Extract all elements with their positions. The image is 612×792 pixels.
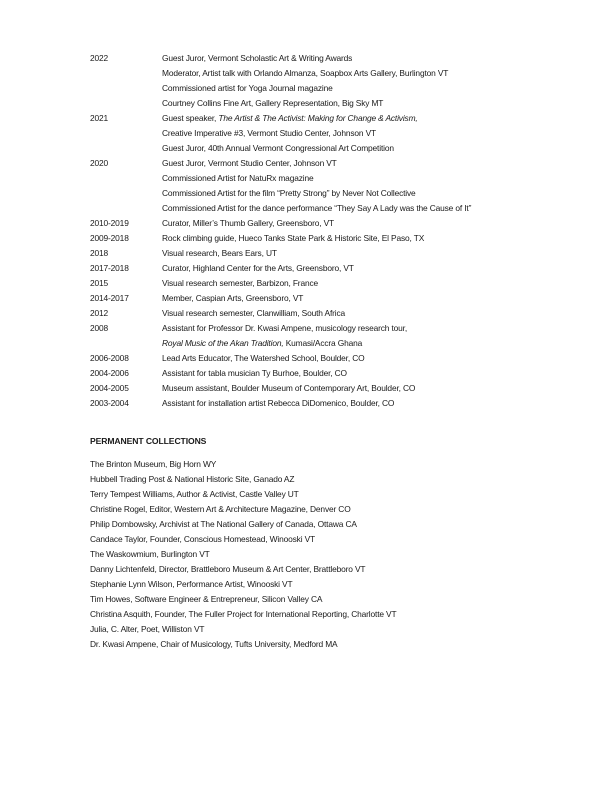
timeline-line: Lead Arts Educator, The Watershed School, Boulder, CO: [162, 353, 365, 363]
timeline-entry: [90, 111, 590, 156]
timeline-line: Curator, Highland Center for the Arts, Greensboro, VT: [162, 263, 354, 273]
timeline-year: 2006-2008: [90, 353, 129, 363]
resume-page: [90, 51, 590, 652]
timeline-line: Visual research semester, Barbizon, France: [162, 278, 319, 288]
timeline-line: Assistant for tabla musician Ty Burhoe, Boulder, CO: [162, 368, 347, 378]
collection-item: The Waskowmium, Burlington VT: [90, 549, 210, 559]
timeline-line-italic-title: Royal Music of the Akan Tradition,: [162, 338, 284, 348]
timeline-description: [162, 111, 590, 156]
timeline-year: 2014-2017: [90, 293, 129, 303]
timeline-year: 2004-2005: [90, 383, 129, 393]
timeline-entry: [90, 216, 590, 231]
collection-item: The Brinton Museum, Big Horn WY: [90, 459, 217, 469]
timeline-line: Visual research semester, Clanwilliam, South Africa: [162, 308, 346, 318]
timeline-line: Commissioned artist for Yoga Journal magazine: [162, 83, 333, 93]
timeline-description: [162, 381, 590, 396]
timeline-description: [162, 246, 590, 261]
timeline-entry: [90, 156, 590, 216]
collection-item: Terry Tempest Williams, Author & Activist, Castle Valley UT: [90, 489, 299, 499]
timeline-line: Assistant for installation artist Rebecca DiDomenico, Boulder, CO: [162, 398, 395, 408]
timeline-line: Rock climbing guide, Hueco Tanks State Park & Historic Site, El Paso, TX: [162, 233, 425, 243]
timeline-entry: [90, 51, 590, 111]
timeline-year: 2015: [90, 278, 109, 288]
timeline-description: [162, 366, 590, 381]
timeline-year: 2020: [90, 158, 109, 168]
timeline-description: [162, 231, 590, 246]
timeline-description: [162, 156, 590, 216]
timeline-line: Creative Imperative #3, Vermont Studio Center, Johnson VT: [162, 128, 376, 138]
timeline-year: 2003-2004: [90, 398, 129, 408]
timeline-year: 2012: [90, 308, 109, 318]
collection-item: Hubbell Trading Post & National Historic Site, Ganado AZ: [90, 474, 295, 484]
collection-item: Philip Dombowsky, Archivist at The National Gallery of Canada, Ottawa CA: [90, 519, 357, 529]
collection-item: Christina Asquith, Founder, The Fuller Project for International Reporting, Charlotte VT: [90, 609, 397, 619]
timeline-line: Moderator, Artist talk with Orlando Almanza, Soapbox Arts Gallery, Burlington VT: [162, 68, 449, 78]
timeline-year: 2017-2018: [90, 263, 129, 273]
timeline-entry: [90, 366, 590, 381]
timeline-line: Member, Caspian Arts, Greensboro, VT: [162, 293, 304, 303]
timeline-year: 2008: [90, 323, 109, 333]
timeline-line: Guest Juror, 40th Annual Vermont Congressional Art Competition: [162, 143, 394, 153]
timeline-line: Curator, Miller’s Thumb Gallery, Greensboro, VT: [162, 218, 334, 228]
timeline-description: [162, 216, 590, 231]
timeline-line: Guest Juror, Vermont Scholastic Art & Writing Awards: [162, 53, 353, 63]
timeline-entry: [90, 381, 590, 396]
timeline-line: Commissioned Artist for the film “Pretty Strong” by Never Not Collective: [162, 188, 416, 198]
timeline-entry: [90, 231, 590, 246]
timeline-description: [162, 51, 590, 111]
collection-item: Christine Rogel, Editor, Western Art & Architecture Magazine, Denver CO: [90, 504, 351, 514]
collection-item: Julia, C. Alter, Poet, Williston VT: [90, 624, 205, 634]
collection-item: Stephanie Lynn Wilson, Performance Artist, Winooski VT: [90, 579, 293, 589]
timeline-year: 2004-2006: [90, 368, 129, 378]
timeline-line-italic-title: The Artist & The Activist: Making for Change & Activism,: [218, 113, 418, 123]
permanent-collections-heading: PERMANENT COLLECTIONS: [90, 436, 207, 446]
timeline-line: Commissioned Artist for the dance performance “They Say A Lady was the Cause of It”: [162, 203, 472, 213]
timeline-line-text: Kumasi/Accra Ghana: [283, 338, 363, 348]
timeline-entry: [90, 321, 590, 351]
timeline-description: [162, 276, 590, 291]
timeline-entry: [90, 246, 590, 261]
timeline-description: [162, 306, 590, 321]
timeline-entry: [90, 276, 590, 291]
timeline-year: 2021: [90, 113, 109, 123]
timeline-line: Commissioned Artist for NatuRx magazine: [162, 173, 314, 183]
permanent-collections-list: [90, 457, 590, 652]
timeline-description: [162, 396, 590, 411]
timeline-line: Museum assistant, Boulder Museum of Contemporary Art, Boulder, CO: [162, 383, 416, 393]
timeline-line: Guest Juror, Vermont Studio Center, Johnson VT: [162, 158, 337, 168]
timeline-line-text: Guest speaker,: [162, 113, 219, 123]
timeline-description: [162, 351, 590, 366]
timeline-year: 2018: [90, 248, 109, 258]
timeline-line: Visual research, Bears Ears, UT: [162, 248, 277, 258]
collection-item: Dr. Kwasi Ampene, Chair of Musicology, Tufts University, Medford MA: [90, 639, 338, 649]
collection-item: Tim Howes, Software Engineer & Entrepreneur, Silicon Valley CA: [90, 594, 323, 604]
timeline-year: 2022: [90, 53, 109, 63]
timeline-year: 2010-2019: [90, 218, 129, 228]
timeline-description: [162, 291, 590, 306]
timeline-year: 2009-2018: [90, 233, 129, 243]
timeline-entry: [90, 351, 590, 366]
timeline-line: Assistant for Professor Dr. Kwasi Ampene, musicology research tour,: [162, 323, 408, 333]
timeline-entry: [90, 396, 590, 411]
collection-item: Danny Lichtenfeld, Director, Brattleboro Museum & Art Center, Brattleboro VT: [90, 564, 366, 574]
timeline-description: [162, 261, 590, 276]
timeline-line: Courtney Collins Fine Art, Gallery Representation, Big Sky MT: [162, 98, 384, 108]
timeline-line: [162, 111, 590, 126]
timeline-line: [162, 336, 590, 351]
collection-item: Candace Taylor, Founder, Conscious Homestead, Winooski VT: [90, 534, 315, 544]
timeline-entry: [90, 306, 590, 321]
experience-timeline: [90, 51, 590, 411]
timeline-entry: [90, 291, 590, 306]
timeline-description: [162, 321, 590, 351]
timeline-entry: [90, 261, 590, 276]
